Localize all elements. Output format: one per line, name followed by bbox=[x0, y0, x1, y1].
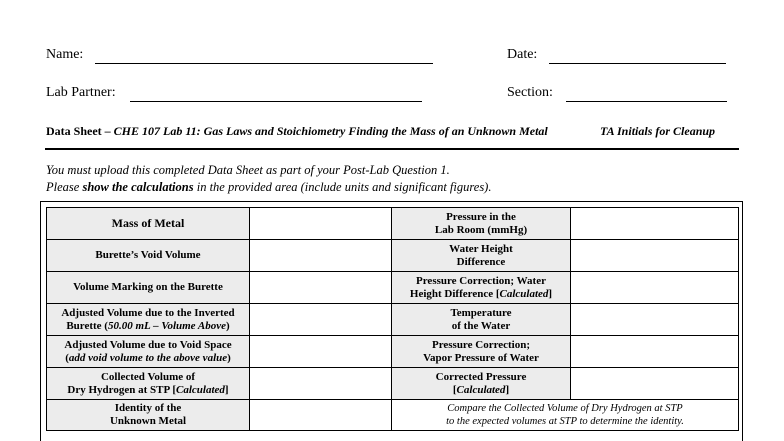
table-row bbox=[47, 272, 739, 304]
water-temperature-label: Temperature of the Water bbox=[392, 304, 571, 336]
title-prefix: Data Sheet – bbox=[46, 124, 114, 138]
table-row bbox=[47, 208, 739, 240]
data-table bbox=[46, 207, 739, 431]
collected-volume-input[interactable] bbox=[250, 368, 392, 400]
mass-of-metal-label: Mass of Metal bbox=[47, 208, 250, 240]
instruction-2-post: in the provided area (include units and significant figures). bbox=[193, 180, 492, 194]
volume-marking-label: Volume Marking on the Burette bbox=[47, 272, 250, 304]
unknown-metal-identity-label: Identity of the Unknown Metal bbox=[47, 400, 250, 431]
adjusted-volume-void-input[interactable] bbox=[250, 336, 392, 368]
pressure-correction-height-input[interactable] bbox=[571, 272, 739, 304]
ta-initials-text: TA Initials for Cleanup bbox=[600, 124, 716, 138]
water-temperature-input[interactable] bbox=[571, 304, 739, 336]
identity-instruction-note: Compare the Collected Volume of Dry Hydrogen at STP to the expected volumes at STP to determine the identity. bbox=[392, 400, 739, 431]
water-height-difference-input[interactable] bbox=[571, 240, 739, 272]
name-field[interactable] bbox=[95, 63, 433, 64]
pressure-lab-room-label: Pressure in the Lab Room (mmHg) bbox=[392, 208, 571, 240]
table-row bbox=[47, 400, 739, 431]
instruction-line-2 bbox=[46, 179, 491, 195]
adjusted-volume-void-label: Adjusted Volume due to Void Space (add void volume to the above value) bbox=[47, 336, 250, 368]
pressure-correction-height-label: Pressure Correction; Water Height Difference [Calculated] bbox=[392, 272, 571, 304]
vapor-pressure-label: Pressure Correction; Vapor Pressure of Water bbox=[392, 336, 571, 368]
corrected-pressure-label: Corrected Pressure [Calculated] bbox=[392, 368, 571, 400]
adjusted-volume-inverted-input[interactable] bbox=[250, 304, 392, 336]
instruction-2-pre: Please bbox=[46, 180, 83, 194]
burette-void-volume-input[interactable] bbox=[250, 240, 392, 272]
instruction-2-bold: show the calculations bbox=[82, 180, 194, 194]
table-row bbox=[47, 240, 739, 272]
section-label: Section: bbox=[507, 85, 553, 100]
name-label: Name: bbox=[46, 47, 84, 62]
collected-volume-label: Collected Volume of Dry Hydrogen at STP [Calculated] bbox=[47, 368, 250, 400]
frame-right bbox=[742, 201, 743, 441]
frame-left bbox=[40, 201, 41, 441]
corrected-pressure-input[interactable] bbox=[571, 368, 739, 400]
mass-of-metal-input[interactable] bbox=[250, 208, 392, 240]
data-sheet-title bbox=[46, 124, 548, 139]
frame-top bbox=[40, 201, 743, 202]
unknown-metal-identity-input[interactable] bbox=[250, 400, 392, 431]
section-field[interactable] bbox=[566, 101, 727, 102]
instruction-line-1: You must upload this completed Data Sheet as part of your Post-Lab Question 1. bbox=[46, 163, 450, 177]
pressure-lab-room-input[interactable] bbox=[571, 208, 739, 240]
table-row bbox=[47, 368, 739, 400]
water-height-difference-label: Water Height Difference bbox=[392, 240, 571, 272]
course-title: CHE 107 Lab 11: Gas Laws and Stoichiometry Finding the Mass of an Unknown Metal bbox=[113, 124, 548, 138]
lab-partner-field[interactable] bbox=[130, 101, 422, 102]
burette-void-volume-label: Burette’s Void Volume bbox=[47, 240, 250, 272]
table-row bbox=[47, 304, 739, 336]
date-field[interactable] bbox=[549, 63, 726, 64]
title-rule bbox=[45, 148, 739, 150]
date-label: Date: bbox=[507, 47, 538, 62]
volume-marking-input[interactable] bbox=[250, 272, 392, 304]
vapor-pressure-input[interactable] bbox=[571, 336, 739, 368]
table-row bbox=[47, 336, 739, 368]
ta-initials-label bbox=[600, 124, 715, 139]
adjusted-volume-inverted-label: Adjusted Volume due to the Inverted Burette (50.00 mL – Volume Above) bbox=[47, 304, 250, 336]
lab-partner-label: Lab Partner: bbox=[46, 85, 116, 100]
